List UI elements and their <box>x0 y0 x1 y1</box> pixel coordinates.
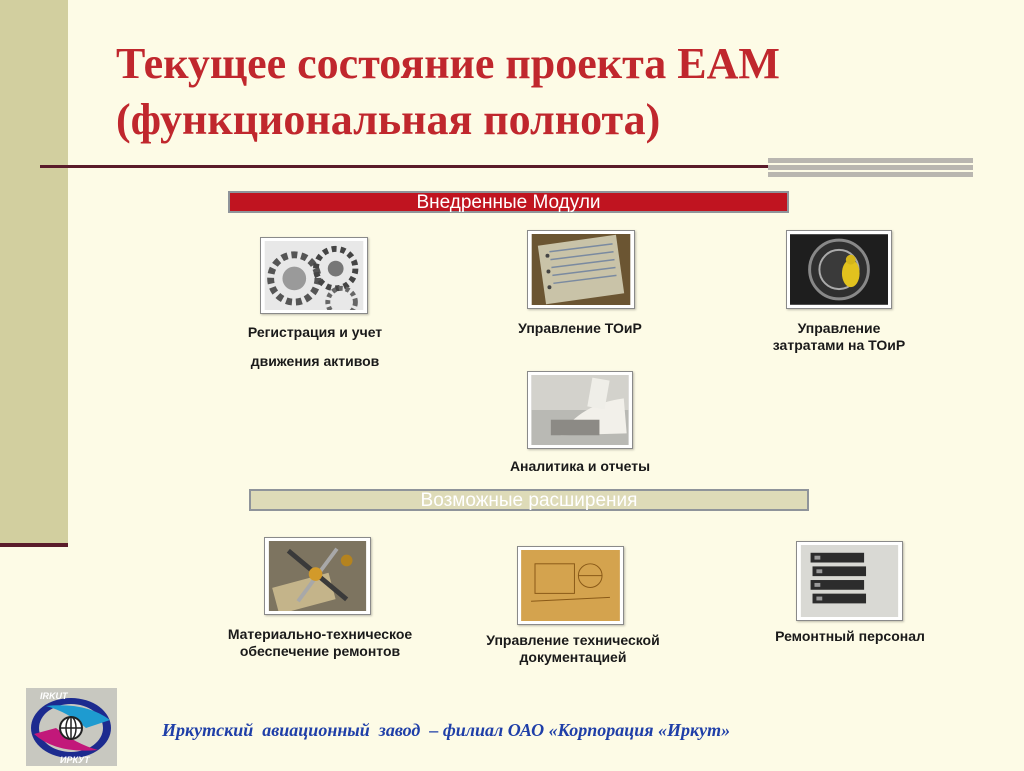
left-sidebar-band <box>0 0 68 545</box>
gears-icon <box>264 241 364 310</box>
turbine-image <box>786 230 892 309</box>
title-underline <box>40 165 770 168</box>
label-analytics-reports: Аналитика и отчеты <box>509 458 651 474</box>
footer-caption: Иркутский авиационный завод – филиал ОАО «Корпорация «Иркут» <box>162 720 731 740</box>
possible-extensions-header: Возможные расширения <box>249 489 809 511</box>
label-repair-personnel: Ремонтный персонал <box>775 628 925 644</box>
title-line-1: Текущее состояние проекта ЕАМ <box>116 39 780 88</box>
printer-icon <box>531 375 629 445</box>
title-line-2: (функциональная полнота) <box>116 95 661 144</box>
tools-image <box>264 537 371 615</box>
tools-icon <box>268 541 367 611</box>
logo-text-bottom: ИРКУТ <box>60 755 90 765</box>
label-technical-documentation: Управление технической документацией <box>486 632 660 665</box>
slide-title <box>116 36 976 148</box>
blueprint-image <box>517 546 624 625</box>
binders-icon <box>800 545 899 617</box>
label-maintenance-management: Управление ТОиР <box>518 320 642 336</box>
blueprint-icon <box>521 550 620 621</box>
sidebar-divider <box>0 543 68 547</box>
label-asset-registration: Регистрация и учет движения активов <box>247 324 383 369</box>
gears-image <box>260 237 368 314</box>
notebook-icon <box>531 234 631 305</box>
irkut-logo <box>26 688 117 766</box>
title-decoration-stripes <box>768 158 973 178</box>
turbine-icon <box>790 234 888 305</box>
label-cost-management: Управление затратами на ТОиР <box>772 320 906 353</box>
printer-image <box>527 371 633 449</box>
irkut-logo-icon <box>26 688 117 766</box>
label-material-support: Материально-техническое обеспечение ремонтов <box>227 626 413 659</box>
installed-modules-header: Внедренные Модули <box>228 191 789 213</box>
logo-text-top: IRKUT <box>40 691 68 701</box>
notebook-image <box>527 230 635 309</box>
binders-image <box>796 541 903 621</box>
